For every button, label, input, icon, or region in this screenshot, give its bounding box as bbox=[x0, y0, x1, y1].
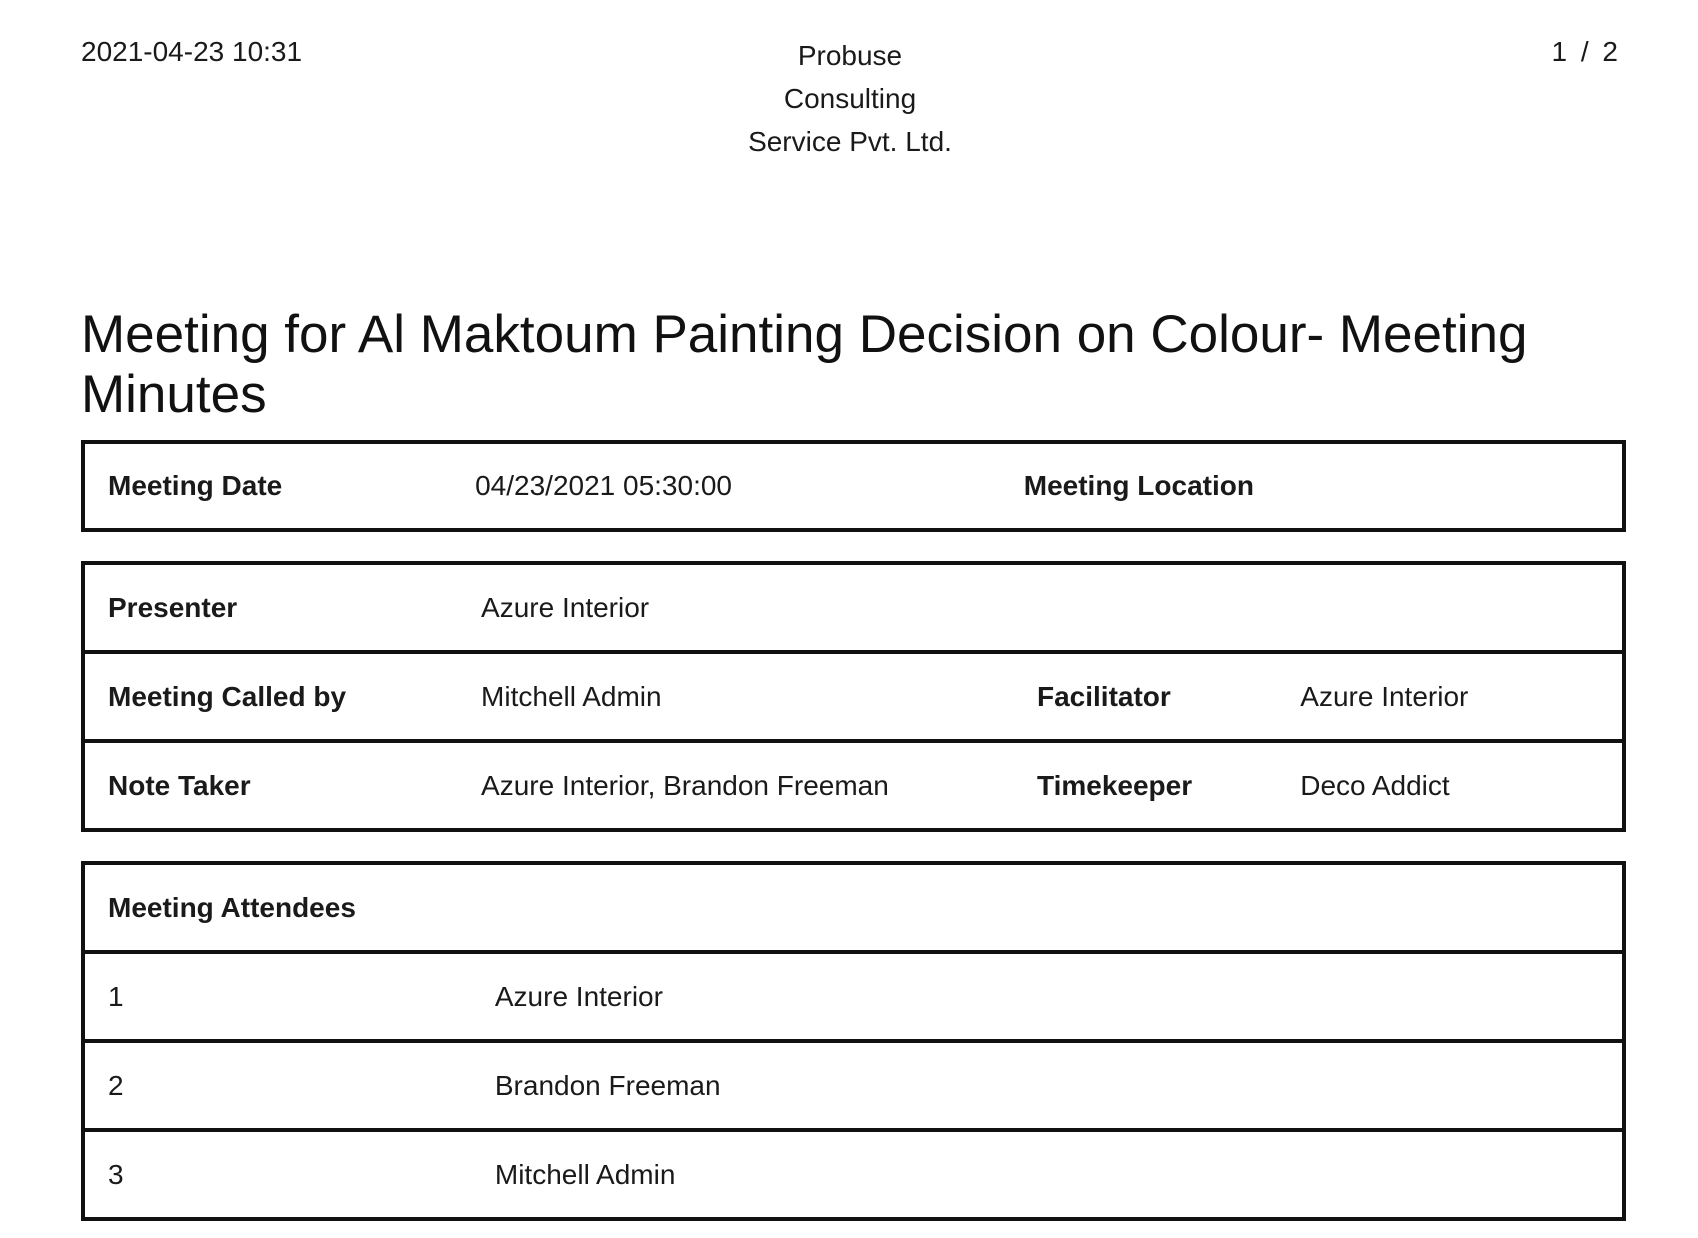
attendee-name: Mitchell Admin bbox=[472, 1130, 1624, 1219]
company-name-line: Probuse bbox=[797, 40, 903, 71]
facilitator-value: Azure Interior bbox=[1277, 652, 1624, 741]
meeting-roles-table bbox=[81, 561, 1626, 832]
page-counter bbox=[1552, 34, 1619, 70]
page-total: 2 bbox=[1602, 36, 1618, 67]
called-by-label: Meeting Called by bbox=[83, 652, 458, 741]
attendee-name: Azure Interior bbox=[472, 952, 1624, 1041]
meeting-location-label bbox=[1012, 442, 1624, 530]
attendee-number: 3 bbox=[83, 1130, 472, 1219]
company-name bbox=[700, 34, 1000, 163]
meeting-info-table bbox=[81, 440, 1626, 532]
table-row bbox=[83, 442, 1624, 530]
timekeeper-value: Deco Addict bbox=[1277, 741, 1624, 830]
page-title: Meeting for Al Maktoum Painting Decision on Colour- Meeting Minutes bbox=[81, 305, 1528, 424]
table-row bbox=[83, 741, 1624, 830]
table-row bbox=[83, 563, 1624, 652]
presenter-label: Presenter bbox=[108, 591, 238, 623]
attendee-number: 1 bbox=[83, 952, 472, 1041]
facilitator-label: Facilitator bbox=[1014, 652, 1277, 741]
company-name-line: Service Pvt. Ltd. bbox=[748, 126, 952, 157]
presenter-value: Azure Interior bbox=[481, 591, 650, 623]
company-name-line: Consulting bbox=[783, 83, 917, 114]
attendees-heading: Meeting Attendees bbox=[108, 891, 356, 923]
attendee-name: Brandon Freeman bbox=[472, 1041, 1624, 1130]
meeting-date-label: Meeting Date bbox=[108, 470, 283, 501]
page-current: 1 bbox=[1551, 36, 1568, 67]
meeting-date-value: 04/23/2021 05:30:00 bbox=[475, 470, 733, 501]
table-row bbox=[83, 652, 1624, 741]
table-row bbox=[83, 1130, 1624, 1219]
attendee-number: 2 bbox=[83, 1041, 472, 1130]
attendees-table bbox=[81, 861, 1626, 1221]
table-row bbox=[83, 1041, 1624, 1130]
meeting-location-label-text: Meeting Location bbox=[1023, 470, 1254, 501]
note-taker-label: Note Taker bbox=[83, 741, 458, 830]
note-taker-value: Azure Interior, Brandon Freeman bbox=[458, 741, 1014, 830]
table-row bbox=[83, 863, 1624, 952]
called-by-value: Mitchell Admin bbox=[458, 652, 1014, 741]
page-separator: / bbox=[1580, 36, 1589, 67]
timekeeper-label: Timekeeper bbox=[1014, 741, 1277, 830]
print-datetime: 2021-04-23 10:31 bbox=[81, 36, 303, 67]
table-row bbox=[83, 952, 1624, 1041]
